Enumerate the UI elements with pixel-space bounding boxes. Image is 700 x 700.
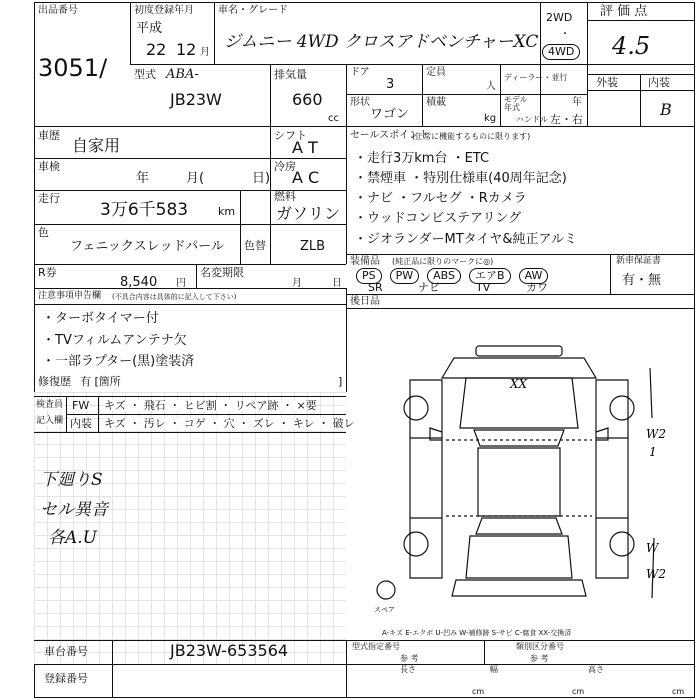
exterior-label: 外装 — [596, 76, 618, 89]
model-year-label: モデル年式 — [504, 95, 528, 112]
lot-label: 出品番号 — [38, 5, 78, 16]
handle-value: 左・右 — [550, 113, 583, 126]
sales-point-4: ・ウッドコンビステアリング — [354, 211, 522, 226]
shape: ワゴン — [370, 107, 410, 122]
height-label: 高さ — [588, 665, 604, 674]
inspection-month: 月( — [186, 171, 205, 186]
dealer-label: ディーラー・並行 — [504, 73, 568, 82]
recycle-label: R券 — [38, 266, 57, 279]
notes-title: 注意事項申告欄 — [38, 291, 102, 301]
load-label: 積載 — [426, 97, 446, 108]
height-unit: cm — [672, 687, 685, 696]
mileage-label: 走行 — [38, 192, 60, 205]
inspection-year: 年 — [136, 171, 150, 186]
person-unit: 人 — [486, 81, 496, 92]
fuel: ガソリン — [276, 204, 341, 223]
chassis-label: 車台番号 — [44, 645, 88, 658]
cooler: A C — [292, 168, 320, 187]
warranty-label: 新車保証書 — [616, 256, 662, 266]
equip-abs: ABS — [427, 268, 461, 284]
equipment-row1 — [356, 266, 548, 284]
interior-grade: B — [660, 100, 672, 119]
inspector-row2-title: 内装 — [70, 417, 92, 430]
sales-points-title: セールスポイント — [350, 130, 430, 141]
class-label: 類別区分番号 — [516, 642, 564, 651]
model: JB23W — [170, 90, 222, 109]
color-change-label: 色替 — [244, 239, 266, 252]
width-unit: cm — [572, 687, 585, 696]
repair-close: ] — [338, 375, 343, 388]
note-item-3: ・一部ラプター(黒)塗装済 — [42, 354, 195, 369]
inspection-label: 車検 — [38, 160, 60, 173]
width-label: 幅 — [490, 665, 498, 674]
shift-label: シフト — [274, 129, 307, 142]
sales-point-3: ・ナビ ・フルセグ ・Rカメラ — [354, 191, 527, 206]
km-unit: km — [218, 205, 236, 218]
chassis-number: JB23W-653564 — [170, 641, 289, 660]
color: フェニックスレッドパール — [70, 239, 225, 254]
class-ref: 参 考 — [530, 654, 549, 663]
registration-label: 登録番号 — [44, 672, 88, 685]
equip-airbag: エアB — [469, 268, 511, 284]
registration-month: 12 — [176, 40, 197, 59]
year-unit: 年 — [572, 97, 582, 108]
equip-ps: PS — [356, 268, 382, 284]
cooler-label: 冷房 — [274, 160, 296, 173]
displacement: 660 — [292, 90, 323, 109]
inspector-row1-title: FW — [72, 399, 90, 412]
spare-label: スペア — [374, 606, 395, 614]
inspection-day: 日) — [252, 171, 271, 186]
equip-leather: カワ — [526, 281, 548, 294]
fuel-label: 燃料 — [274, 190, 296, 203]
color-code: ZLB — [300, 239, 326, 254]
score-label: 評 価 点 — [600, 4, 648, 19]
equip-navi: ナビ — [418, 281, 440, 294]
equip-pw: PW — [390, 268, 420, 284]
length-label: 長さ — [400, 665, 416, 674]
shape-label: 形状 — [350, 97, 370, 108]
post-items-label: 後日品 — [350, 296, 380, 307]
doors: 3 — [386, 77, 395, 92]
recycle-fee: 8,540 — [120, 275, 158, 290]
equip-aw: AW — [519, 268, 549, 284]
inspector-row2: キズ ・ 汚レ ・ コゲ ・ 穴 ・ ズレ ・ キレ ・ 破レ — [104, 417, 355, 430]
handwritten-note-3: 各A.U — [48, 528, 98, 548]
score: 4.5 — [612, 32, 651, 60]
handle-label: ハンドル — [516, 115, 548, 124]
drive-separator: ・ — [560, 29, 570, 40]
sales-point-1: ・走行3万km台 ・ETC — [354, 151, 490, 166]
car-name: ジムニー 4WD クロスアドベンチャーXC — [224, 32, 539, 52]
inspector-label-top: 検査員 — [36, 400, 64, 410]
equipment-subtitle: (純正品に限りのマークに◎) — [392, 257, 494, 266]
equip-tv: TV — [476, 281, 491, 294]
usage: 自家用 — [72, 136, 121, 155]
note-item-1: ・ターボタイマー付 — [42, 311, 159, 326]
model-prefix: ABA- — [166, 67, 199, 82]
repair-label: 修復歴 — [38, 375, 71, 388]
kg-unit: kg — [484, 113, 497, 124]
lot-number: 3051/ — [38, 54, 108, 82]
name-change-label: 名変期限 — [200, 266, 244, 279]
car-name-label: 車名・グレード — [218, 5, 288, 16]
side-mark-top-2: 1 — [649, 445, 657, 459]
interior-label: 内装 — [648, 76, 670, 89]
note-item-2: ・TVフィルムアンテナ欠 — [42, 333, 187, 348]
drive-4wd — [542, 44, 580, 60]
first-registration-label: 初度登録年月 — [134, 5, 194, 16]
cc-unit: cc — [328, 113, 339, 124]
registration-year: 22 — [146, 40, 167, 59]
model-label: 型式 — [134, 68, 156, 81]
color-label: 色 — [38, 226, 49, 239]
notes-subtitle: (不具合内容は具体的に記入して下さい) — [112, 293, 237, 301]
mark-xx: XX — [510, 377, 528, 391]
era: 平成 — [136, 21, 163, 36]
door-label: ドア — [350, 67, 370, 78]
equip-sr: SR — [368, 281, 383, 294]
drive-2wd: 2WD — [546, 11, 573, 24]
name-change-month: 月 — [292, 278, 302, 289]
repair-value: 有 [箇所 — [80, 375, 121, 388]
length-unit: cm — [472, 687, 485, 696]
side-mark-bottom: W2 — [646, 567, 666, 581]
capacity-label: 定員 — [426, 67, 446, 78]
side-mark-mid: W — [646, 541, 659, 555]
sales-points-subtitle: (正常に機能するものに限ります) — [412, 132, 531, 141]
shift: A T — [292, 138, 318, 157]
equipment-title: 装備品 — [350, 256, 380, 267]
damage-legend: A-キズ E-エクボ U-凹み W-補修跡 S-サビ C-腐食 XX-交換済 — [382, 629, 572, 637]
sales-point-2: ・禁煙車 ・特別仕様車(40周年記念) — [354, 171, 567, 186]
type-code-ref: 参 考 — [400, 654, 419, 663]
registration-month-suffix: 月 — [200, 47, 210, 58]
inspector-row1: キズ ・ 飛石 ・ ヒビ割 ・ リペア跡 ・ ×要 — [104, 399, 317, 412]
displacement-label: 排気量 — [274, 68, 307, 81]
handwritten-note-2: セル異音 — [40, 500, 108, 520]
side-mark-top: W2 — [646, 427, 666, 441]
sales-point-5: ・ジオランダーMTタイヤ&純正アルミ — [354, 232, 577, 247]
warranty-value: 有・無 — [622, 273, 662, 288]
mileage: 3万6千583 — [100, 200, 189, 220]
car-damage-diagram — [346, 308, 695, 630]
yen-unit: 円 — [176, 278, 186, 289]
name-change-day: 日 — [332, 278, 342, 289]
type-code-label: 型式指定番号 — [352, 642, 400, 651]
handwritten-note-1: 下廻りS — [40, 470, 103, 490]
drive-4wd-circled: 4WD — [542, 44, 580, 60]
usage-label: 車歴 — [38, 129, 60, 142]
inspector-label-bottom: 記入欄 — [36, 416, 64, 426]
